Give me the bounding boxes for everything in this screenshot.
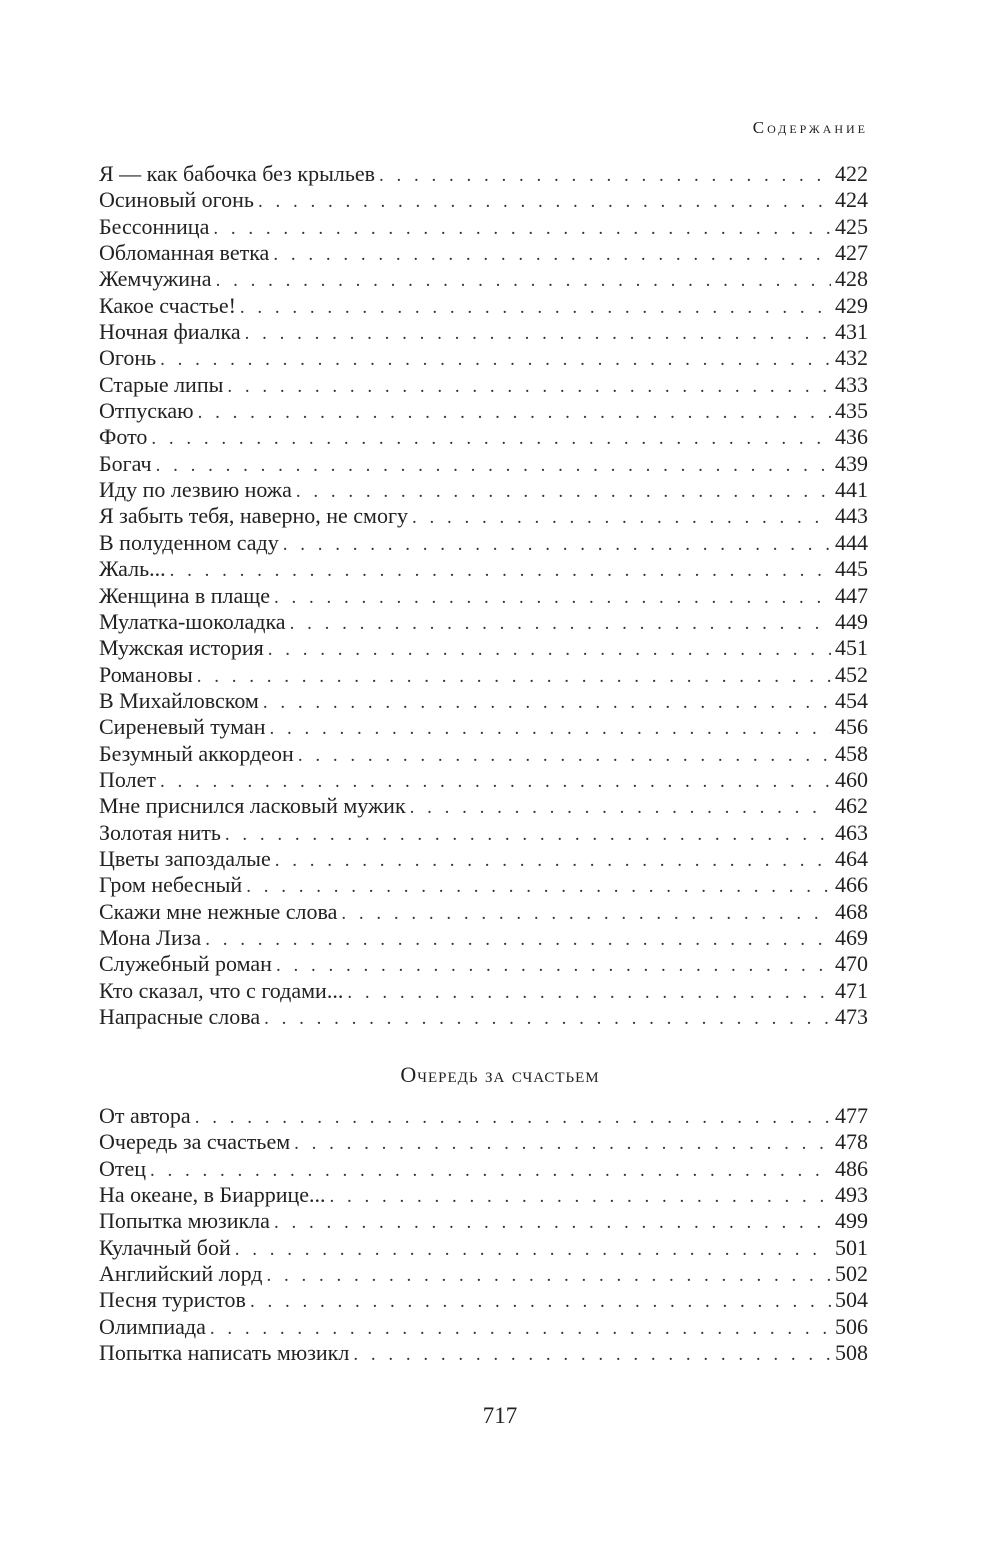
dot-leader: [160, 769, 831, 793]
toc-entry-title: Ночная фиалка: [99, 319, 241, 345]
toc-entry-page: 506: [835, 1313, 868, 1339]
toc-entry-title: Бессонница: [99, 213, 210, 239]
toc-entry-page: 462: [835, 793, 868, 819]
toc-entry-page: 429: [835, 292, 868, 318]
dot-leader: [246, 874, 831, 898]
toc-entry-title: Кто сказал, что с годами...: [99, 977, 344, 1003]
dot-leader: [412, 505, 831, 529]
toc-entry: [99, 872, 868, 898]
dot-leader: [273, 242, 831, 266]
toc-entry: [99, 530, 868, 556]
toc-entry-title: Песня туристов: [99, 1287, 246, 1313]
dot-leader: [274, 1210, 831, 1234]
dot-leader: [294, 1131, 831, 1155]
toc-entry-title: В Михайловском: [99, 687, 259, 713]
toc-entry: [99, 187, 868, 213]
toc-entry-page: 456: [835, 714, 868, 740]
toc-entry-page: 451: [835, 635, 868, 661]
toc-entry-page: 449: [835, 608, 868, 634]
dot-leader: [379, 163, 831, 187]
dot-leader: [160, 347, 831, 371]
toc-entry: [99, 688, 868, 714]
section-heading: Очередь за счастьем: [400, 1062, 600, 1087]
toc-entry-title: Олимпиада: [99, 1313, 206, 1339]
toc-entry-page: 445: [835, 556, 868, 582]
dot-leader: [283, 532, 831, 556]
toc-entry-title: Попытка мюзикла: [99, 1208, 270, 1234]
dot-leader: [210, 1316, 831, 1340]
toc-entry-title: Сиреневый туман: [99, 714, 266, 740]
dot-leader: [240, 295, 831, 319]
toc-entry: [99, 951, 868, 977]
toc-entry-title: Напрасные слова: [99, 1004, 261, 1029]
toc-entry: [99, 899, 868, 925]
toc-entry-page: 447: [835, 582, 868, 608]
toc-entry-title: Кулачный бой: [99, 1234, 231, 1260]
dot-leader: [290, 611, 831, 635]
toc-entry: [99, 1129, 868, 1155]
dot-leader: [213, 216, 831, 240]
dot-leader: [227, 374, 831, 398]
toc-entry-page: 428: [835, 266, 868, 292]
toc-entry-title: Я забыть тебя, наверно, не смогу: [99, 503, 408, 529]
dot-leader: [298, 743, 831, 767]
toc-entry: [99, 767, 868, 793]
toc-entry: [99, 1314, 868, 1340]
toc-entry-title: Золотая нить: [99, 819, 221, 845]
dot-leader: [235, 1237, 831, 1261]
dot-leader: [270, 716, 831, 740]
dot-leader: [266, 1263, 831, 1287]
toc-entry-title: Полет: [99, 766, 156, 792]
toc-entry: [99, 477, 868, 503]
toc-entry-page: 508: [835, 1340, 868, 1366]
toc-entry-title: Скажи мне нежные слова: [99, 898, 338, 924]
toc-entry-title: Мулатка-шоколадка: [99, 608, 286, 634]
dot-leader: [250, 1289, 831, 1313]
dot-leader: [268, 637, 831, 661]
toc-entry-page: 425: [835, 213, 868, 239]
toc-entry-title: Я — как бабочка без крыльев: [99, 161, 376, 186]
toc-list: [99, 1103, 868, 1366]
toc-entry: [99, 978, 868, 1004]
toc-entry: [99, 240, 868, 266]
dot-leader: [410, 795, 831, 819]
dot-leader: [197, 664, 831, 688]
toc-entry-page: 464: [835, 845, 868, 871]
toc-entry-page: 452: [835, 661, 868, 687]
toc-entry-title: Романовы: [99, 661, 193, 687]
toc-entry-page: 436: [835, 424, 868, 450]
toc-entry-page: 427: [835, 240, 868, 266]
toc-entry-title: Иду по лезвию ножа: [99, 477, 292, 503]
toc-entry-title: Попытка написать мюзикл: [99, 1340, 350, 1366]
toc-entry-title: Цветы запоздалые: [99, 845, 271, 871]
toc-entry: [99, 925, 868, 951]
dot-leader: [296, 479, 831, 503]
dot-leader: [245, 321, 831, 345]
toc-entry: [99, 266, 868, 292]
toc-entry-page: 439: [835, 450, 868, 476]
toc-entry-page: 501: [835, 1234, 868, 1260]
toc-entry-page: 469: [835, 924, 868, 950]
toc-entry: [99, 741, 868, 767]
dot-leader: [274, 585, 831, 609]
toc-entry: [99, 1235, 868, 1261]
toc-entry: [99, 214, 868, 240]
toc-entry-page: 441: [835, 477, 868, 503]
dot-leader: [150, 1158, 831, 1182]
dot-leader: [195, 1105, 831, 1129]
dot-leader: [347, 980, 831, 1004]
toc-entry-title: Фото: [99, 424, 148, 450]
toc-entry: [99, 1340, 868, 1366]
dot-leader: [225, 822, 831, 846]
dot-leader: [264, 1006, 831, 1030]
toc-entry-page: 454: [835, 687, 868, 713]
toc-entry-page: 499: [835, 1208, 868, 1234]
toc-entry: [99, 503, 868, 529]
dot-leader: [276, 953, 831, 977]
toc-entry-page: 466: [835, 872, 868, 898]
toc-list: [99, 161, 868, 1030]
toc-entry: [99, 1287, 868, 1313]
toc-entry: [99, 1182, 868, 1208]
toc-entry-page: 458: [835, 740, 868, 766]
toc-entry-page: 471: [835, 977, 868, 1003]
toc-entry: [99, 820, 868, 846]
page-number: 717: [482, 1403, 518, 1428]
toc-entry: [99, 662, 868, 688]
toc-entry: [99, 635, 868, 661]
toc-entry-page: 433: [835, 371, 868, 397]
toc-entry: [99, 424, 868, 450]
toc-entry-page: 432: [835, 345, 868, 371]
toc-entry: [99, 1004, 868, 1030]
toc-entry: [99, 1156, 868, 1182]
toc-entry-page: 477: [835, 1103, 868, 1128]
toc-entry-title: Отпускаю: [99, 398, 194, 424]
toc-entry-page: 460: [835, 766, 868, 792]
dot-leader: [263, 690, 831, 714]
toc-entry-page: 443: [835, 503, 868, 529]
toc-entry: [99, 398, 868, 424]
toc-entry: [99, 319, 868, 345]
toc-entry-title: На океане, в Биаррице...: [99, 1182, 326, 1208]
toc-entry-title: В полуденном саду: [99, 529, 279, 555]
toc-entry: [99, 714, 868, 740]
toc-entry-page: 422: [835, 161, 868, 186]
toc-entry: [99, 1208, 868, 1234]
toc-entry-page: 463: [835, 819, 868, 845]
toc-entry-title: Жаль...: [99, 556, 166, 582]
toc-entry-page: 473: [835, 1004, 868, 1029]
toc-entry-title: Безумный аккордеон: [99, 740, 294, 766]
toc-entry: [99, 583, 868, 609]
toc-entry-page: 468: [835, 898, 868, 924]
toc-entry: [99, 372, 868, 398]
toc-entry-page: 444: [835, 529, 868, 555]
toc-entry-title: Старые липы: [99, 371, 224, 397]
toc-entry: [99, 1261, 868, 1287]
toc-entry: [99, 451, 868, 477]
toc-entry-title: Английский лорд: [99, 1261, 263, 1287]
toc-entry: [99, 793, 868, 819]
toc-entry: [99, 609, 868, 635]
dot-leader: [216, 268, 831, 292]
toc-entry: [99, 556, 868, 582]
dot-leader: [341, 901, 831, 925]
toc-entry-title: Какое счастье!: [99, 292, 236, 318]
toc-entry-page: 424: [835, 187, 868, 213]
toc-entry-title: Мне приснился ласковый мужик: [99, 793, 406, 819]
toc-entry-page: 435: [835, 398, 868, 424]
toc-entry-page: 478: [835, 1129, 868, 1155]
toc-entry-title: Очередь за счастьем: [99, 1129, 291, 1155]
toc-entry-page: 470: [835, 951, 868, 977]
toc-entry-page: 502: [835, 1261, 868, 1287]
toc-entry-title: Мужская история: [99, 635, 264, 661]
toc-entry-title: Осиновый огонь: [99, 187, 254, 213]
toc-entry-title: Жемчужина: [99, 266, 212, 292]
toc-entry-title: Отец: [99, 1155, 147, 1181]
toc-entry-title: Служебный роман: [99, 951, 272, 977]
toc-entry-title: Гром небесный: [99, 872, 243, 898]
toc-entry-title: Обломанная ветка: [99, 240, 270, 266]
toc-entry-title: Огонь: [99, 345, 157, 371]
running-head: Содержание: [752, 118, 868, 137]
toc-entry: [99, 161, 868, 187]
toc-entry-page: 504: [835, 1287, 868, 1313]
dot-leader: [353, 1342, 831, 1366]
toc-entry: [99, 846, 868, 872]
toc-entry-page: 486: [835, 1155, 868, 1181]
dot-leader: [275, 848, 831, 872]
toc-entry-page: 431: [835, 319, 868, 345]
toc-entry: [99, 293, 868, 319]
dot-leader: [258, 189, 831, 213]
dot-leader: [170, 558, 831, 582]
dot-leader: [198, 400, 831, 424]
dot-leader: [205, 927, 831, 951]
toc-entry-title: Мона Лиза: [99, 924, 202, 950]
toc-entry: [99, 1103, 868, 1129]
toc-entry: [99, 345, 868, 371]
dot-leader: [151, 426, 831, 450]
toc-entry-title: От автора: [99, 1103, 191, 1128]
toc-entry-page: 493: [835, 1182, 868, 1208]
dot-leader: [330, 1184, 832, 1208]
toc-entry-title: Богач: [99, 450, 152, 476]
toc-entry-title: Женщина в плаще: [99, 582, 270, 608]
dot-leader: [156, 453, 831, 477]
